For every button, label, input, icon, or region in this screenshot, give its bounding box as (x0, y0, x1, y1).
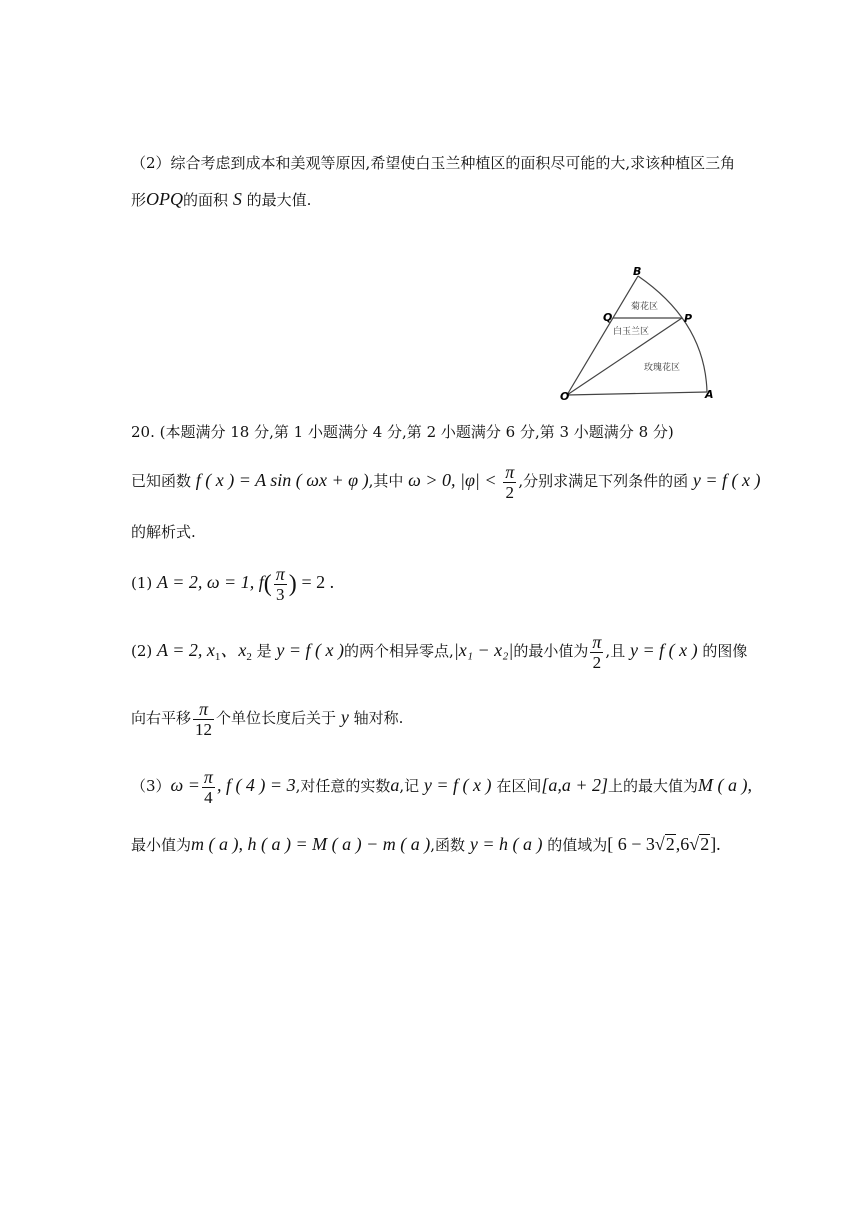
q20-part2-line2: 向右平移 $\frac{\pi}{12}$ 个单位长度后关于 y 轴对称. (131, 698, 404, 739)
label-O: O (560, 390, 570, 402)
q19-part2-line1: （2）综合考虑到成本和美观等原因,希望使白玉兰种植区的面积尽可能的大,求该种植区三角 (131, 154, 736, 172)
q20-part3-line2: 最小值为m ( a ), h ( a ) = M ( a ) − m ( a ),函数 y = h ( a ) 的值域为[ 6 − 3√2,6√2]. (131, 834, 721, 854)
q20-intro: 已知函数 f ( x ) = A sin ( ωx + φ ),其中 ω > 0, |φ| < $\frac{\pi}{2}$ ,分别求满足下列条件的函 y = f ( x ) (131, 461, 761, 502)
q20-intro-line2: 的解析式. (131, 523, 196, 541)
label-P: P (684, 312, 693, 325)
label-A: A (705, 388, 714, 401)
segment-OA (567, 392, 707, 395)
q20-part2-line1: (2) A = 2, $x_1$、$x_2$ 是 y = f ( x )的两个相异零点,|x₁ − x₂|的最小值为 $\frac{\pi}{2}$ ,且 y = f ( x ) 的图像 (131, 631, 748, 672)
label-B: B (633, 265, 642, 278)
q20-header: 20. (本题满分 18 分,第 1 小题满分 4 分,第 2 小题满分 6 分,第 3 小题满分 8 分) (131, 423, 674, 441)
zone-magnolia: 白玉兰区 (613, 327, 650, 337)
label-Q: Q (603, 311, 613, 324)
q20-part1: (1) A = 2, ω = 1, f( $\frac{\pi}{3}$ ) = 2 . (131, 563, 335, 604)
zone-chrysanthemum: 菊花区 (631, 302, 659, 312)
fraction-pi-over-2b: $\frac{\pi}{2}$ (592, 631, 602, 672)
fraction-pi-over-3: $\frac{\pi}{3}$ (275, 563, 285, 604)
q19-part2-line2: 形OPQ的面积 S 的最大值. (131, 189, 312, 209)
q20-part3-line1: （3）ω = $\frac{\pi}{4}$ , f ( 4 ) = 3,对任意的实数a,记 y = f ( x ) 在区间[a,a + 2]上的最大值为M ( a ), (131, 766, 752, 807)
sector-figure (555, 262, 725, 402)
fraction-pi-over-12: $\frac{\pi}{12}$ (195, 698, 213, 739)
fraction-pi-over-2: $\frac{\pi}{2}$ (505, 461, 515, 502)
fraction-pi-over-4: $\frac{\pi}{4}$ (203, 766, 213, 807)
zone-rose: 玫瑰花区 (644, 363, 681, 373)
